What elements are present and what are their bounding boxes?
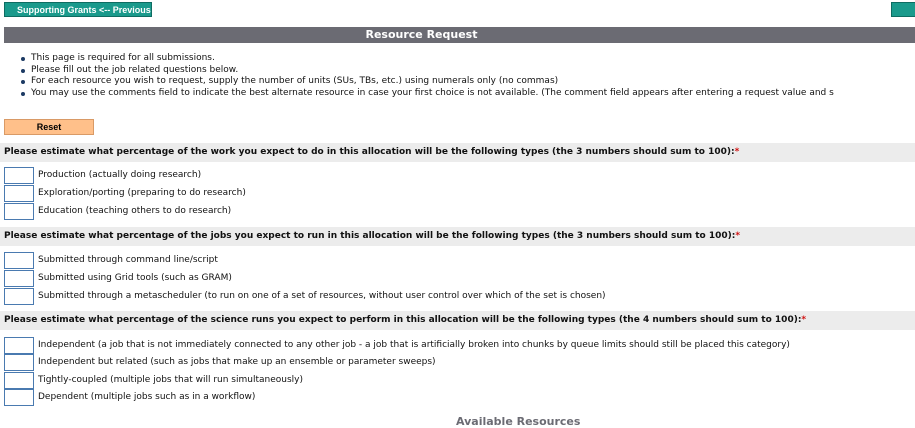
list-item: You may use the comments field to indicate the best alternate resource in case your first choice is not available. (The comment field appears after entering a request value and s <box>20 88 834 100</box>
list-item: This page is required for all submissions. <box>20 53 834 65</box>
bullet-icon <box>21 92 25 96</box>
page-title: Resource Request <box>4 27 915 43</box>
metascheduler-percent-input[interactable] <box>4 288 34 305</box>
instructions-list <box>20 53 834 99</box>
education-percent-input[interactable] <box>4 203 34 220</box>
independent-percent-input[interactable] <box>4 337 34 354</box>
grid-tools-percent-input[interactable] <box>4 270 34 287</box>
bullet-icon <box>21 80 25 84</box>
tightly-coupled-percent-input[interactable] <box>4 372 34 389</box>
previous-button[interactable]: Supporting Grants <-- Previous <box>4 2 152 17</box>
question-science-runs: Please estimate what percentage of the science runs you expect to perform in this allocation will be the following types (the 4 numbers should sum to 100):* <box>0 311 915 330</box>
required-marker: * <box>734 147 740 157</box>
reset-button[interactable]: Reset <box>4 119 94 135</box>
question-job-submission: Please estimate what percentage of the jobs you expect to run in this allocation will be the following types (the 3 numbers should sum to 100):* <box>0 227 915 246</box>
list-item: Please fill out the job related questions below. <box>20 65 834 77</box>
list-item: For each resource you wish to request, supply the number of units (SUs, TBs, etc.) using numerals only (no commas) <box>20 76 834 88</box>
exploration-percent-input[interactable] <box>4 185 34 202</box>
dependent-percent-input[interactable] <box>4 389 34 406</box>
production-percent-input[interactable] <box>4 167 34 184</box>
required-marker: * <box>735 231 741 241</box>
command-line-percent-input[interactable] <box>4 252 34 269</box>
bullet-icon <box>21 57 25 61</box>
required-marker: * <box>801 315 807 325</box>
question-work-types: Please estimate what percentage of the work you expect to do in this allocation will be the following types (the 3 numbers should sum to 100):* <box>0 143 915 162</box>
available-resources-heading: Available Resources <box>456 415 581 428</box>
bullet-icon <box>21 69 25 73</box>
next-button[interactable] <box>891 2 915 17</box>
independent-related-percent-input[interactable] <box>4 354 34 371</box>
